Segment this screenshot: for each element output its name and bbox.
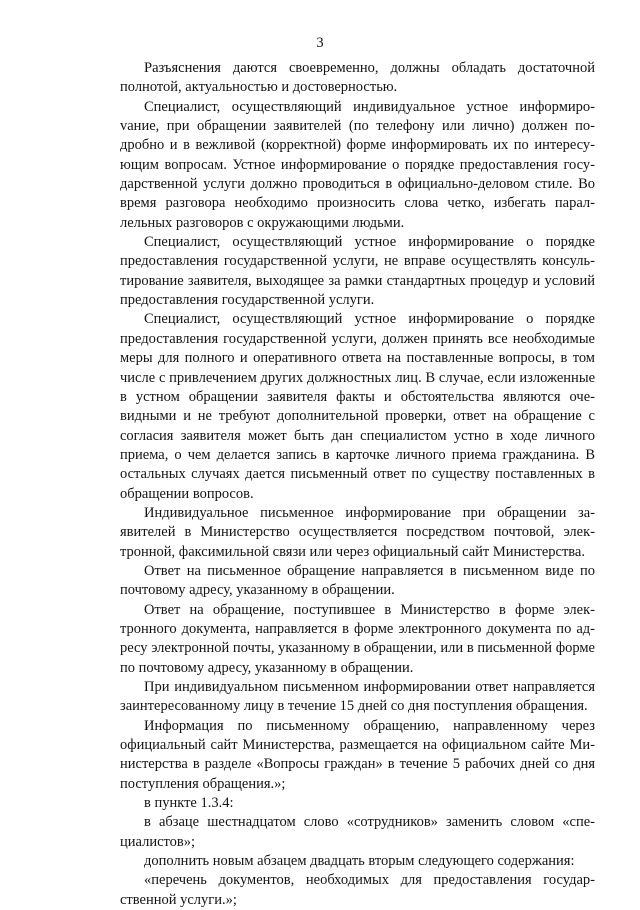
paragraph-response-measures: Специалист, осуществляющий устное информирование о порядке предоставления государственной услуги, должен принять все необходимые меры для полного и оперативного ответа на поставленные вопросы, в том числе с привлечением других должностных лиц. В случае, если изложенные в устном обращении заявителя факты и обстоятельства являются очевидными и не требуют дополнительной проверки, ответ на обращение с согласия заявителя может быть дан специалистом устно в ходе личного приема, о чем делается запись в карточке личного приема гражданина. В остальных случаях дается письменный ответ по существу поставленных в обращении вопросов. xyxy=(120,311,595,502)
document-body xyxy=(120,59,595,910)
paragraph-oral-informing: Специалист, осуществляющий индивидуальное устное информироvание, при обращении заявителей (по телефону или лично) должен подробно и в вежливой (корректной) форме информировать их по интересующим вопросам. Устное информирование о порядке предоставления государственной услуги должно проводиться в официально-деловом стиле. Во время разговора необходимо произносить слова четко, избегать параллельных разговоров с окружающими людьми. xyxy=(120,98,595,231)
paragraph-written-informing: Индивидуальное письменное информирование при обращении заявителей в Министерство осуществляется посредством почтовой, электронной, факсимильной связи или через официальный сайт Министерства. xyxy=(120,504,595,560)
paragraph-documents-list: «перечень документов, необходимых для предоставления государственной услуги.»; xyxy=(120,872,595,908)
paragraph-consulting-limits: Специалист, осуществляющий устное информирование о порядке предоставления государственной услуги, не вправе осуществлять консультирование заявителя, выходящее за рамки стандартных процедур и условий предоставления государственной услуги. xyxy=(120,234,595,309)
paragraph-word-replacement: в абзаце шестнадцатом слово «сотрудников» заменить словом «специалистов»; xyxy=(120,814,595,850)
paragraph-reply-deadline: При индивидуальном письменном информировании ответ направляется заинтересованному лицу в течение 15 дней со дня поступления обращения. xyxy=(120,679,595,715)
paragraph-add-new-paragraph: дополнить новым абзацем двадцать вторым следующего содержания: xyxy=(144,853,575,870)
paragraph-written-reply: Ответ на письменное обращение направляется в письменном виде по почтовому адресу, указанному в обращении. xyxy=(120,562,595,599)
page-number: 3 xyxy=(316,35,324,51)
paragraph-electronic-reply: Ответ на обращение, поступившее в Министерство в форме электронного документа, направляется в форме электронного документа по адресу электронной почты, указанному в обращении, или в письменной форме по почтовому адресу, указанному в обращении. xyxy=(120,601,595,676)
paragraph-website-info: Информация по письменному обращению, направленному через официальный сайт Министерства, размещается на официальном сайте Министерства в разделе «Вопросы граждан» в течение 5 рабочих дней со дня поступления обращения.»; xyxy=(120,717,595,792)
paragraph-clause-reference: в пункте 1.3.4: xyxy=(144,795,234,812)
paragraph-clarifications: Разъяснения даются своевременно, должны обладать достаточной полнотой, актуальностью и достоверностью. xyxy=(120,60,595,96)
